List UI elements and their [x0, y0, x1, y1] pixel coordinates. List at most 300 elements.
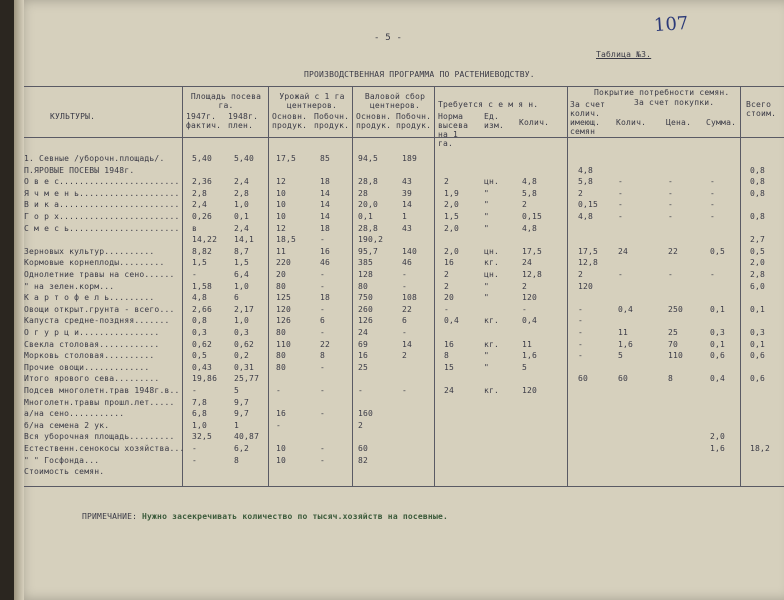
page-number: - 5 - [374, 33, 403, 43]
table-cell-norm: 1,5 [444, 212, 460, 221]
table-cell-y1: 10 [276, 444, 287, 453]
table-cell-name: Кормовые корнеплоды......... [24, 258, 165, 267]
table-cell-unit: " [484, 282, 490, 291]
table-cell-a48: 8,7 [234, 247, 250, 256]
table-cell-y1: 10 [276, 200, 287, 209]
table-cell-y2: - [320, 444, 326, 453]
table-cell-g2: - [402, 386, 408, 395]
table-cell-tot: 2,8 [750, 270, 766, 279]
table-cell-a47: 4,8 [192, 293, 208, 302]
table-cell-own: 120 [578, 282, 594, 291]
header-purch-qty: Колич. [616, 118, 647, 127]
table-cell-g1: 128 [358, 270, 374, 279]
table-cell-pp: - [668, 270, 674, 279]
table-cell-y1: 10 [276, 212, 287, 221]
table-cell-own: 2 [578, 189, 584, 198]
table-cell-a47: 5,40 [192, 154, 213, 163]
table-cell-pp: - [668, 189, 674, 198]
header-gross: Валовой сбор центнеров. [364, 92, 426, 110]
table-cell-a48: 8 [234, 456, 240, 465]
table-cell-qty: 24 [522, 258, 533, 267]
header-seed-unit: Ед. изм. [484, 112, 505, 130]
table-cell-name: Естественн.сенокосы хозяйства... [24, 444, 185, 453]
header-yield: Урожай с 1 га центнеров. [279, 92, 345, 110]
table-cell-a47: 6,8 [192, 409, 208, 418]
header-own: За счет колич. имеющ. семян [570, 100, 606, 136]
table-cell-tot: 0,6 [750, 351, 766, 360]
header-gross-side: Побочн. продук. [396, 112, 432, 130]
table-cell-pq: 5 [618, 351, 624, 360]
table-cell-g2: - [402, 328, 408, 337]
table-cell-ps: - [710, 189, 716, 198]
table-cell-g2: 43 [402, 224, 413, 233]
table-cell-pp: - [668, 212, 674, 221]
header-seed-norm: Норма высева на 1 га. [438, 112, 469, 148]
table-cell-ps: 1,6 [710, 444, 726, 453]
table-cell-ps: - [710, 200, 716, 209]
table-cell-unit: " [484, 212, 490, 221]
table-cell-a48: 0,31 [234, 363, 255, 372]
binding-fold [14, 0, 24, 600]
table-cell-y2: - [320, 328, 326, 337]
table-cell-a48: 9,7 [234, 398, 250, 407]
table-cell-a47: 0,43 [192, 363, 213, 372]
table-cell-y2: 18 [320, 177, 331, 186]
table-cell-y1: 16 [276, 409, 287, 418]
table-cell-a47: 1,5 [192, 258, 208, 267]
table-cell-pp: 22 [668, 247, 679, 256]
header-coverage: Покрытие потребности семян. [594, 88, 730, 97]
table-cell-qty: 120 [522, 386, 538, 395]
table-cell-g2: 108 [402, 293, 418, 302]
table-cell-name: 1. Севные /уборочн.площадь/. [24, 154, 165, 163]
table-cell-a47: 19,86 [192, 374, 218, 383]
table-cell-g2: 14 [402, 340, 413, 349]
table-cell-qty: 12,8 [522, 270, 543, 279]
table-cell-y2: 14 [320, 212, 331, 221]
table-cell-pp: 25 [668, 328, 679, 337]
table-cell-name: Я ч м е н ь.................... [24, 189, 180, 198]
header-area-1948: 1948г. плен. [228, 112, 259, 130]
table-cell-y2: 18 [320, 224, 331, 233]
table-cell-g2: 14 [402, 200, 413, 209]
table-cell-pp: 110 [668, 351, 684, 360]
table-cell-qty: 4,8 [522, 224, 538, 233]
table-cell-name: П.ЯРОВЫЕ ПОСЕВЫ 1948г. [24, 166, 135, 175]
table-cell-a47: 8,82 [192, 247, 213, 256]
table-cell-g1: 2 [358, 421, 364, 430]
table-cell-unit: цн. [484, 177, 500, 186]
table-cell-y2: - [320, 235, 326, 244]
header-gross-main: Основн. продук. [356, 112, 392, 130]
table-cell-g1: 94,5 [358, 154, 379, 163]
table-cell-a48: 2,4 [234, 177, 250, 186]
table-cell-g1: 80 [358, 282, 369, 291]
table-cell-g2: 6 [402, 316, 408, 325]
table-cell-a47: 2,4 [192, 200, 208, 209]
table-cell-a47: 14,22 [192, 235, 218, 244]
table-cell-norm: - [444, 305, 450, 314]
table-cell-y1: 10 [276, 189, 287, 198]
table-cell-name: Капуста средне-поздняя....... [24, 316, 170, 325]
table-cell-pq: 24 [618, 247, 629, 256]
table-cell-pq: - [618, 212, 624, 221]
table-cell-own: 60 [578, 374, 589, 383]
table-cell-y1: 126 [276, 316, 292, 325]
table-cell-own: 12,8 [578, 258, 599, 267]
table-cell-pp: - [668, 200, 674, 209]
table-cell-pq: 11 [618, 328, 629, 337]
table-cell-norm: 2 [444, 282, 450, 291]
table-cell-g2: 22 [402, 305, 413, 314]
table-cell-qty: 120 [522, 293, 538, 302]
table-cell-name: О в е с........................ [24, 177, 180, 186]
table-cell-norm: 2,0 [444, 247, 460, 256]
table-cell-g1: 0,1 [358, 212, 374, 221]
table-cell-qty: 17,5 [522, 247, 543, 256]
header-crops: КУЛЬТУРЫ. [50, 112, 96, 121]
table-cell-ps: - [710, 270, 716, 279]
table-cell-a47: 0,62 [192, 340, 213, 349]
table-cell-a47: - [192, 270, 198, 279]
table-cell-qty: 5,8 [522, 189, 538, 198]
table-cell-own: 5,8 [578, 177, 594, 186]
table-cell-g1: 126 [358, 316, 374, 325]
table-cell-ps: 0,3 [710, 328, 726, 337]
table-cell-a47: 1,0 [192, 421, 208, 430]
table-cell-qty: 0,15 [522, 212, 543, 221]
table-cell-a48: 14,1 [234, 235, 255, 244]
table-cell-y1: 10 [276, 456, 287, 465]
table-cell-y2: 18 [320, 293, 331, 302]
header-purch-sum: Сумма. [706, 118, 737, 127]
table-cell-g1: - [358, 386, 364, 395]
table-cell-ps: 0,6 [710, 351, 726, 360]
table-cell-unit: цн. [484, 270, 500, 279]
table-cell-a47: 2,36 [192, 177, 213, 186]
table-cell-qty: 4,8 [522, 177, 538, 186]
table-cell-a47: 32,5 [192, 432, 213, 441]
header-area: Площадь посева га. [190, 92, 262, 110]
table-cell-own: - [578, 305, 584, 314]
col-rule [268, 86, 269, 486]
table-cell-pp: 250 [668, 305, 684, 314]
table-cell-a48: 6 [234, 293, 240, 302]
table-cell-norm: 15 [444, 363, 455, 372]
table-cell-unit: кг. [484, 340, 500, 349]
table-cell-y1: 120 [276, 305, 292, 314]
table-cell-qty: 5 [522, 363, 528, 372]
table-cell-own: - [578, 316, 584, 325]
table-cell-y1: 18,5 [276, 235, 297, 244]
table-cell-ps: 2,0 [710, 432, 726, 441]
table-cell-ps: - [710, 212, 716, 221]
table-cell-y1: 20 [276, 270, 287, 279]
table-cell-a47: 1,58 [192, 282, 213, 291]
table-cell-y2: - [320, 282, 326, 291]
table-cell-y1: - [276, 386, 282, 395]
note-text: Нужно засекречивать количество по тысяч.хозяйств на посевные. [142, 512, 449, 521]
table-cell-unit: кг. [484, 316, 500, 325]
table-cell-g1: 95,7 [358, 247, 379, 256]
col-rule [352, 86, 353, 486]
table-cell-own: 4,8 [578, 166, 594, 175]
table-cell-y2: - [320, 363, 326, 372]
table-cell-ps: 0,4 [710, 374, 726, 383]
table-cell-ps: 0,5 [710, 247, 726, 256]
table-cell-own: - [578, 351, 584, 360]
header-purch-price: Цена. [666, 118, 692, 127]
header-seed-qty: Колич. [519, 118, 550, 127]
table-cell-g1: 60 [358, 444, 369, 453]
table-cell-g1: 28,8 [358, 177, 379, 186]
table-cell-a48: 0,62 [234, 340, 255, 349]
table-cell-g1: 20,0 [358, 200, 379, 209]
table-top-rule [24, 86, 784, 87]
table-cell-y2: - [320, 386, 326, 395]
table-cell-a47: 0,5 [192, 351, 208, 360]
col-rule [182, 86, 183, 486]
table-cell-tot: 0,1 [750, 305, 766, 314]
table-cell-name: а/на сено........... [24, 409, 125, 418]
table-cell-a48: 25,77 [234, 374, 260, 383]
table-cell-own: 17,5 [578, 247, 599, 256]
table-cell-y1: 110 [276, 340, 292, 349]
table-cell-a48: 5 [234, 386, 240, 395]
table-cell-pp: - [668, 177, 674, 186]
table-cell-g2: 2 [402, 351, 408, 360]
table-cell-a48: 1,0 [234, 282, 250, 291]
table-cell-name: " на зелен.корм... [24, 282, 115, 291]
table-cell-g2: 140 [402, 247, 418, 256]
table-cell-y2: 14 [320, 189, 331, 198]
table-cell-a47: 0,3 [192, 328, 208, 337]
table-cell-own: 0,15 [578, 200, 599, 209]
table-cell-unit: " [484, 189, 490, 198]
table-cell-a47: - [192, 444, 198, 453]
table-cell-y1: 80 [276, 351, 287, 360]
document-title: ПРОИЗВОДСТВЕННАЯ ПРОГРАММА ПО РАСТЕНИЕВОДСТВУ. [304, 70, 535, 79]
table-cell-y1: 12 [276, 177, 287, 186]
table-cell-g2: - [402, 270, 408, 279]
table-cell-norm: 2 [444, 177, 450, 186]
table-cell-a48: 1,0 [234, 200, 250, 209]
table-cell-own: - [578, 340, 584, 349]
table-cell-ps: - [710, 177, 716, 186]
table-cell-y1: 80 [276, 363, 287, 372]
table-cell-g1: 82 [358, 456, 369, 465]
table-cell-y2: 8 [320, 351, 326, 360]
table-cell-name: К а р т о ф е л ь......... [24, 293, 155, 302]
table-cell-a48: 40,87 [234, 432, 260, 441]
table-cell-name: " " Госфонда... [24, 456, 100, 465]
table-cell-a48: 5,40 [234, 154, 255, 163]
table-cell-unit: " [484, 351, 490, 360]
table-cell-g2: 189 [402, 154, 418, 163]
table-cell-y1: 80 [276, 282, 287, 291]
table-cell-y1: 220 [276, 258, 292, 267]
table-cell-pq: 0,4 [618, 305, 634, 314]
table-cell-y1: - [276, 421, 282, 430]
table-cell-unit: " [484, 293, 490, 302]
table-cell-y2: - [320, 456, 326, 465]
table-cell-g2: 1 [402, 212, 408, 221]
table-cell-own: 4,8 [578, 212, 594, 221]
document-page [14, 0, 784, 600]
table-cell-tot: 0,6 [750, 374, 766, 383]
table-cell-ps: 0,1 [710, 340, 726, 349]
table-cell-name: Вся уборочная площадь......... [24, 432, 175, 441]
table-cell-a48: 1,5 [234, 258, 250, 267]
table-cell-name: Подсев многолетн.трав 1948г.в.. [24, 386, 180, 395]
table-cell-norm: 0,4 [444, 316, 460, 325]
table-cell-a48: 1 [234, 421, 240, 430]
col-rule [567, 86, 568, 486]
header-seeds-needed: Требуется с е м я н. [438, 100, 539, 109]
table-cell-g1: 28,8 [358, 224, 379, 233]
note-label: ПРИМЕЧАНИЕ: [82, 512, 138, 521]
table-cell-y2: 22 [320, 340, 331, 349]
table-cell-y2: - [320, 409, 326, 418]
table-cell-a48: 2,17 [234, 305, 255, 314]
table-cell-tot: 0,8 [750, 177, 766, 186]
table-cell-unit: кг. [484, 386, 500, 395]
table-cell-unit: кг. [484, 258, 500, 267]
table-cell-norm: 20 [444, 293, 455, 302]
table-cell-norm: 16 [444, 340, 455, 349]
table-cell-y2: 14 [320, 200, 331, 209]
table-cell-pp: 8 [668, 374, 674, 383]
table-cell-qty: 1,6 [522, 351, 538, 360]
table-cell-a47: в [192, 224, 198, 233]
table-cell-tot: 0,8 [750, 212, 766, 221]
table-cell-tot: 0,1 [750, 340, 766, 349]
table-cell-a47: 2,8 [192, 189, 208, 198]
table-cell-pq: - [618, 189, 624, 198]
table-cell-g1: 260 [358, 305, 374, 314]
table-cell-g2: 46 [402, 258, 413, 267]
table-cell-a47: - [192, 386, 198, 395]
table-cell-y1: 17,5 [276, 154, 297, 163]
table-cell-name: Свекла столовая............ [24, 340, 160, 349]
table-cell-qty: 2 [522, 200, 528, 209]
col-rule [740, 86, 741, 486]
table-cell-g1: 16 [358, 351, 369, 360]
table-cell-name: В и к а........................ [24, 200, 180, 209]
table-cell-a48: 1,0 [234, 316, 250, 325]
table-cell-name: Овощи открыт.грунта - всего... [24, 305, 175, 314]
table-cell-g2: 39 [402, 189, 413, 198]
header-yield-main: Основн. продук. [272, 112, 308, 130]
table-cell-norm: 2,0 [444, 224, 460, 233]
table-cell-g1: 160 [358, 409, 374, 418]
table-bottom-rule [24, 486, 784, 487]
table-cell-a48: 6,2 [234, 444, 250, 453]
table-cell-own: 2 [578, 270, 584, 279]
table-cell-y1: 11 [276, 247, 287, 256]
table-cell-pq: - [618, 270, 624, 279]
table-cell-norm: 16 [444, 258, 455, 267]
table-cell-name: Многолетн.травы прошл.лет..... [24, 398, 175, 407]
table-cell-tot: 0,8 [750, 166, 766, 175]
header-yield-side: Побочн. продук. [314, 112, 350, 130]
table-cell-g1: 190,2 [358, 235, 384, 244]
table-cell-name: О г у р ц и................ [24, 328, 160, 337]
table-cell-y2: 16 [320, 247, 331, 256]
table-cell-a47: 0,8 [192, 316, 208, 325]
table-cell-pp: 70 [668, 340, 679, 349]
header-total-cost: Всего стоим. [746, 100, 777, 118]
table-cell-g1: 24 [358, 328, 369, 337]
table-cell-name: б/на семена 2 ук. [24, 421, 110, 430]
table-cell-pq: - [618, 200, 624, 209]
table-cell-qty: 2 [522, 282, 528, 291]
table-cell-a48: 0,1 [234, 212, 250, 221]
table-cell-pq: - [618, 177, 624, 186]
table-cell-g1: 750 [358, 293, 374, 302]
table-label: Таблица №3. [596, 50, 652, 59]
table-cell-name: Стоимость семян. [24, 467, 105, 476]
table-cell-norm: 8 [444, 351, 450, 360]
col-rule [434, 86, 435, 486]
table-cell-g1: 28 [358, 189, 369, 198]
table-cell-norm: 24 [444, 386, 455, 395]
table-cell-unit: " [484, 363, 490, 372]
table-cell-g1: 385 [358, 258, 374, 267]
table-cell-tot: 0,5 [750, 247, 766, 256]
table-cell-y1: 125 [276, 293, 292, 302]
table-cell-y1: 80 [276, 328, 287, 337]
header-area-1947: 1947г. фактич. [186, 112, 222, 130]
table-cell-qty: 11 [522, 340, 533, 349]
table-cell-ps: 0,1 [710, 305, 726, 314]
table-cell-name: С м е с ь...................... [24, 224, 180, 233]
table-cell-name: Морковь столовая.......... [24, 351, 155, 360]
table-cell-a48: 6,4 [234, 270, 250, 279]
table-cell-pq: 1,6 [618, 340, 634, 349]
table-cell-a47: 7,8 [192, 398, 208, 407]
table-cell-g1: 69 [358, 340, 369, 349]
table-cell-y2: 46 [320, 258, 331, 267]
table-cell-a48: 0,2 [234, 351, 250, 360]
table-cell-a48: 9,7 [234, 409, 250, 418]
table-cell-qty: 0,4 [522, 316, 538, 325]
table-cell-name: Итого ярового сева......... [24, 374, 160, 383]
table-cell-a48: 0,3 [234, 328, 250, 337]
table-cell-norm: 2,0 [444, 200, 460, 209]
table-cell-y2: 6 [320, 316, 326, 325]
table-cell-y2: - [320, 305, 326, 314]
table-cell-tot: 2,0 [750, 258, 766, 267]
table-cell-unit: " [484, 200, 490, 209]
table-cell-y2: - [320, 270, 326, 279]
table-cell-unit: цн. [484, 247, 500, 256]
table-cell-a47: - [192, 456, 198, 465]
table-cell-g2: 43 [402, 177, 413, 186]
table-cell-tot: 6,0 [750, 282, 766, 291]
table-cell-y2: 85 [320, 154, 331, 163]
table-cell-tot: 0,3 [750, 328, 766, 337]
table-cell-y1: 12 [276, 224, 287, 233]
table-cell-name: Прочие овощи............. [24, 363, 150, 372]
table-cell-norm: 2 [444, 270, 450, 279]
table-cell-tot: 18,2 [750, 444, 771, 453]
header-purchase: За счет покупки. [634, 98, 715, 107]
table-cell-name: Однолетние травы на сено...... [24, 270, 175, 279]
table-cell-a48: 2,4 [234, 224, 250, 233]
table-cell-qty: - [522, 305, 528, 314]
table-cell-tot: 0,8 [750, 189, 766, 198]
